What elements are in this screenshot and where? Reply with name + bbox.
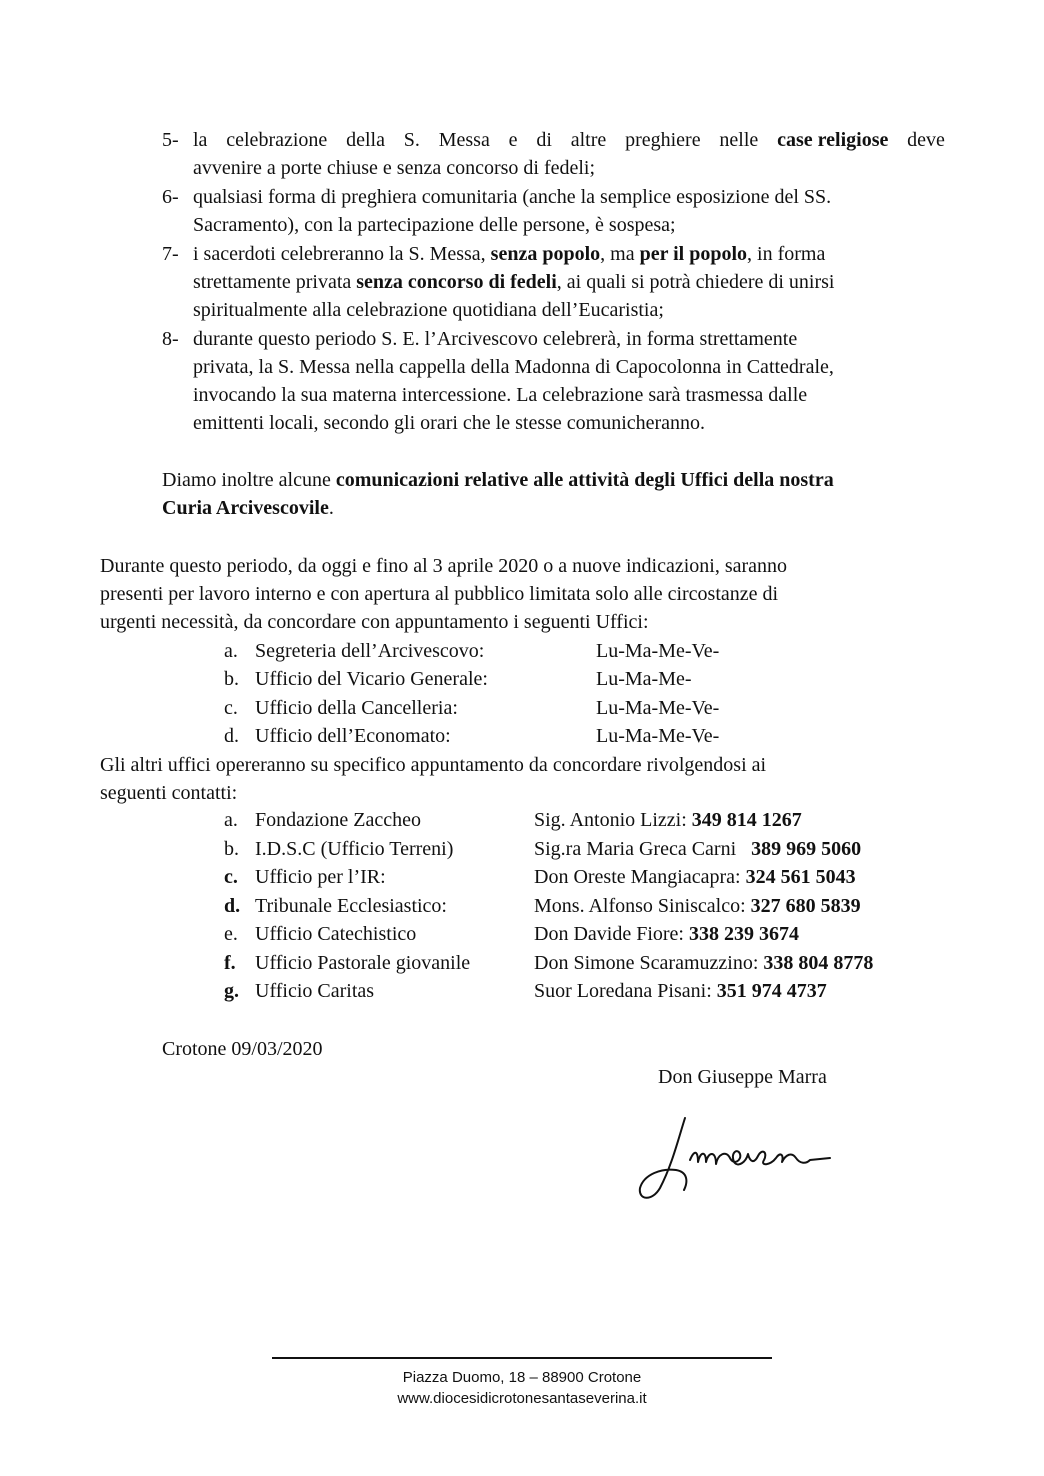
item-5-line-1 xyxy=(193,126,945,154)
period-line-2: presenti per lavoro interno e con apertura al pubblico limitata solo alle circostanze di xyxy=(100,583,779,605)
office-days: Lu-Ma-Me-Ve- xyxy=(596,725,720,747)
item-7-line-2 xyxy=(193,268,835,296)
letter: f. xyxy=(224,952,236,974)
date-place: Crotone 09/03/2020 xyxy=(162,1038,323,1060)
word: altre xyxy=(570,129,607,151)
footer-address: Piazza Duomo, 18 – 88900 Crotone xyxy=(402,1369,642,1386)
bold-phrase: per il popolo xyxy=(639,243,748,265)
bold-phrase: senza concorso di fedeli xyxy=(356,271,557,293)
person-name: Don Oreste Mangiacapra: xyxy=(534,866,741,888)
contact-person xyxy=(534,806,802,834)
contact-person xyxy=(534,835,861,863)
phone-number: 389 969 5060 xyxy=(751,838,862,860)
word: Messa xyxy=(438,129,490,151)
contact-letter xyxy=(224,892,240,920)
contact-letter: e. xyxy=(224,923,238,945)
person-name: Sig.ra Maria Greca Carni xyxy=(534,838,737,860)
contact-letter: a. xyxy=(224,809,238,831)
list-number-7: 7- xyxy=(162,243,179,265)
contact-letter xyxy=(224,863,238,891)
bold-phrase: comunicazioni relative alle attività degli Uffici della nostra xyxy=(335,469,834,491)
bold-phrase: Curia Arcivescovile xyxy=(162,497,329,519)
list-number-8: 8- xyxy=(162,328,179,350)
phone-number: 349 814 1267 xyxy=(691,809,802,831)
word: e xyxy=(508,129,518,151)
person-name: Suor Loredana Pisani: xyxy=(534,980,712,1002)
contact-letter xyxy=(224,977,239,1005)
others-line-2: seguenti contatti: xyxy=(100,782,238,804)
item-8-line-1: durante questo periodo S. E. l’Arcivescovo celebrerà, in forma strettamente xyxy=(193,328,798,350)
letter: d. xyxy=(224,895,241,917)
contact-letter xyxy=(224,949,236,977)
contact-person xyxy=(534,977,827,1005)
office-name: Segreteria dell’Arcivescovo: xyxy=(255,640,485,662)
person-name: Don Simone Scaramuzzino: xyxy=(534,952,759,974)
list-number-5: 5- xyxy=(162,129,179,151)
item-5-line-2: avvenire a porte chiuse e senza concorso di fedeli; xyxy=(193,157,596,179)
person-name: Sig. Antonio Lizzi: xyxy=(534,809,687,831)
word: la xyxy=(193,129,208,151)
text-run: , ma xyxy=(600,243,635,265)
contact-office: Ufficio Catechistico xyxy=(255,923,417,945)
office-name: Ufficio della Cancelleria: xyxy=(255,697,458,719)
contact-office: Fondazione Zaccheo xyxy=(255,809,422,831)
item-6-line-1: qualsiasi forma di preghiera comunitaria (anche la semplice esposizione del SS. xyxy=(193,186,832,208)
contact-office: I.D.S.C (Ufficio Terreni) xyxy=(255,838,454,860)
contact-office: Ufficio Caritas xyxy=(255,980,375,1002)
contact-person xyxy=(534,863,856,891)
period-line-1: Durante questo periodo, da oggi e fino al 3 aprile 2020 o a nuove indicazioni, saranno xyxy=(100,555,788,577)
communications-line-2 xyxy=(162,494,334,522)
text-run: i sacerdoti celebreranno la S. Messa, xyxy=(193,243,486,265)
footer-divider xyxy=(272,1357,772,1359)
period-line-3: urgenti necessità, da concordare con appuntamento i seguenti Uffici: xyxy=(100,611,649,633)
footer-website: www.diocesidicrotonesantaseverina.it xyxy=(397,1390,647,1407)
item-8-line-3: invocando la sua materna intercessione. La celebrazione sarà trasmessa dalle xyxy=(193,384,808,406)
word: deve xyxy=(907,129,945,151)
contact-letter: b. xyxy=(224,838,239,860)
item-7-line-3: spiritualmente alla celebrazione quotidiana dell’Eucaristia; xyxy=(193,299,664,321)
office-days: Lu-Ma-Me- xyxy=(596,668,692,690)
office-letter: a. xyxy=(224,640,238,662)
bold-phrase: senza popolo xyxy=(490,243,601,265)
word: nelle xyxy=(719,129,759,151)
word: celebrazione xyxy=(226,129,328,151)
contact-office: Ufficio Pastorale giovanile xyxy=(255,952,471,974)
text-run: , ai quali si potrà chiedere di unirsi xyxy=(556,271,835,293)
office-letter: c. xyxy=(224,697,238,719)
office-name: Ufficio del Vicario Generale: xyxy=(255,668,488,690)
office-letter: b. xyxy=(224,668,239,690)
phone-number: 351 974 4737 xyxy=(716,980,827,1002)
word: di xyxy=(536,129,552,151)
office-name: Ufficio dell’Economato: xyxy=(255,725,451,747)
item-8-line-4: emittenti locali, secondo gli orari che le stesse comunicheranno. xyxy=(193,412,706,434)
person-name: Mons. Alfonso Siniscalco: xyxy=(534,895,746,917)
office-days: Lu-Ma-Me-Ve- xyxy=(596,640,720,662)
item-7-line-1 xyxy=(193,240,825,268)
list-number-6: 6- xyxy=(162,186,179,208)
contact-person xyxy=(534,920,799,948)
phone-number: 338 804 8778 xyxy=(763,952,874,974)
signatory-name: Don Giuseppe Marra xyxy=(658,1066,827,1088)
office-letter: d. xyxy=(224,725,239,747)
office-days: Lu-Ma-Me-Ve- xyxy=(596,697,720,719)
communications-line-1 xyxy=(162,466,834,494)
word: S. xyxy=(403,129,420,151)
contact-office: Ufficio per l’IR: xyxy=(255,866,386,888)
text-run: . xyxy=(328,497,334,519)
text-run: Diamo inoltre alcune xyxy=(162,469,331,491)
word: preghiere xyxy=(625,129,701,151)
contact-person xyxy=(534,892,861,920)
letter: c. xyxy=(224,866,238,888)
word: della xyxy=(346,129,385,151)
text-run: strettamente privata xyxy=(193,271,352,293)
item-6-line-2: Sacramento), con la partecipazione delle persone, è sospesa; xyxy=(193,214,676,236)
contact-office: Tribunale Ecclesiastico: xyxy=(255,895,447,917)
letter: g. xyxy=(224,980,239,1002)
contact-person xyxy=(534,949,873,977)
handwritten-signature xyxy=(630,1110,880,1210)
phone-number: 338 239 3674 xyxy=(688,923,799,945)
phone-number: 327 680 5839 xyxy=(750,895,861,917)
phone-number: 324 561 5043 xyxy=(745,866,856,888)
bold-phrase: case religiose xyxy=(777,129,889,151)
item-8-line-2: privata, la S. Messa nella cappella della Madonna di Capocolonna in Cattedrale, xyxy=(193,356,834,378)
text-run: , in forma xyxy=(747,243,826,265)
others-line-1: Gli altri uffici opereranno su specifico appuntamento da concordare rivolgendosi ai xyxy=(100,754,767,776)
person-name: Don Davide Fiore: xyxy=(534,923,684,945)
